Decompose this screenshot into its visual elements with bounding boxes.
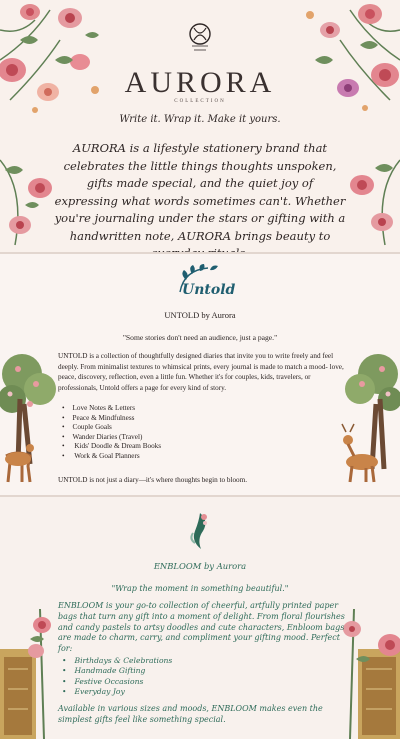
enbloom-description: ENBLOOM is your go-to collection of cheerful, artfully printed paper bags that turn any gift into a moment of delight. From floral flourishes and candy pastels to artsy doodles and cute characters, Enbloom bags are made to charm, carry, and compliment your gifting mood. Perfect for: [58, 601, 345, 654]
floral-bottom-right-illustration [340, 150, 400, 250]
untold-section [0, 254, 400, 495]
list-item: • Birthdays & Celebrations [62, 656, 172, 666]
aurora-intro-paragraph: AURORA is a lifestyle stationery brand that celebrates the little things thoughts unspoken, gifts made special, and the quiet joy of expressing what words sometimes can't. Whether you're journaling under the stars or gifting with a handwritten note, AURORA brings beauty to [54, 141, 346, 243]
list-item: • Peace & Mindfulness [62, 414, 161, 424]
floral-gate-left-illustration [0, 609, 48, 739]
aurora-emblem-logo [186, 22, 214, 58]
list-item: • Festive Occasions [62, 677, 172, 687]
untold-quote: "Some stories don't need an audience, just a page." [122, 333, 278, 342]
collection-label: COLLECTION [174, 99, 226, 104]
enbloom-quote: "Wrap the moment in something beautiful." [111, 584, 289, 593]
untold-logo [170, 262, 236, 307]
list-item: • Handmade Gifting [62, 666, 172, 676]
brand-wordmark: AURORA [124, 66, 276, 99]
enbloom-bird-logo [187, 511, 213, 551]
enbloom-closing: Available in various sizes and moods, ENBLOOM makes even the simplest gifts feel like something special. [58, 704, 323, 724]
untold-closing: UNTOLD is not just a diary—it's where thoughts begin to bloom. [58, 476, 248, 484]
floral-bottom-left-illustration [0, 150, 60, 250]
list-item: • Couple Goals [62, 423, 161, 433]
enbloom-title: ENBLOOM by Aurora [153, 561, 247, 571]
list-item: • Wander Diaries (Travel) [62, 433, 161, 443]
aurora-section [0, 0, 400, 252]
untold-description: UNTOLD is a collection of thoughtfully designed diaries that invite you to write freely and feel deeply. From minimalist textures to whimsical prints, every journal is made to match a mood- love, peace, discovery, reflection, even a little fun. Whether it's for couples, kids, travelers, or professionals, Untold offers a page for every kind of story. [58, 352, 344, 392]
list-item: • Everyday Joy [62, 687, 172, 697]
enbloom-occasion-list [62, 656, 172, 698]
list-item: • Work & Goal Planners [62, 452, 161, 462]
untold-category-list [62, 404, 161, 462]
list-item: • Kids' Doodle & Dream Books [62, 442, 161, 452]
tagline: Write it. Wrap it. Make it yours. [119, 114, 281, 125]
enbloom-section [0, 497, 400, 739]
list-item: • Love Notes & Letters [62, 404, 161, 414]
tree-with-deer-left-illustration [0, 344, 58, 494]
untold-logo-text: Untold [182, 282, 236, 298]
untold-title: UNTOLD by Aurora [164, 310, 236, 320]
